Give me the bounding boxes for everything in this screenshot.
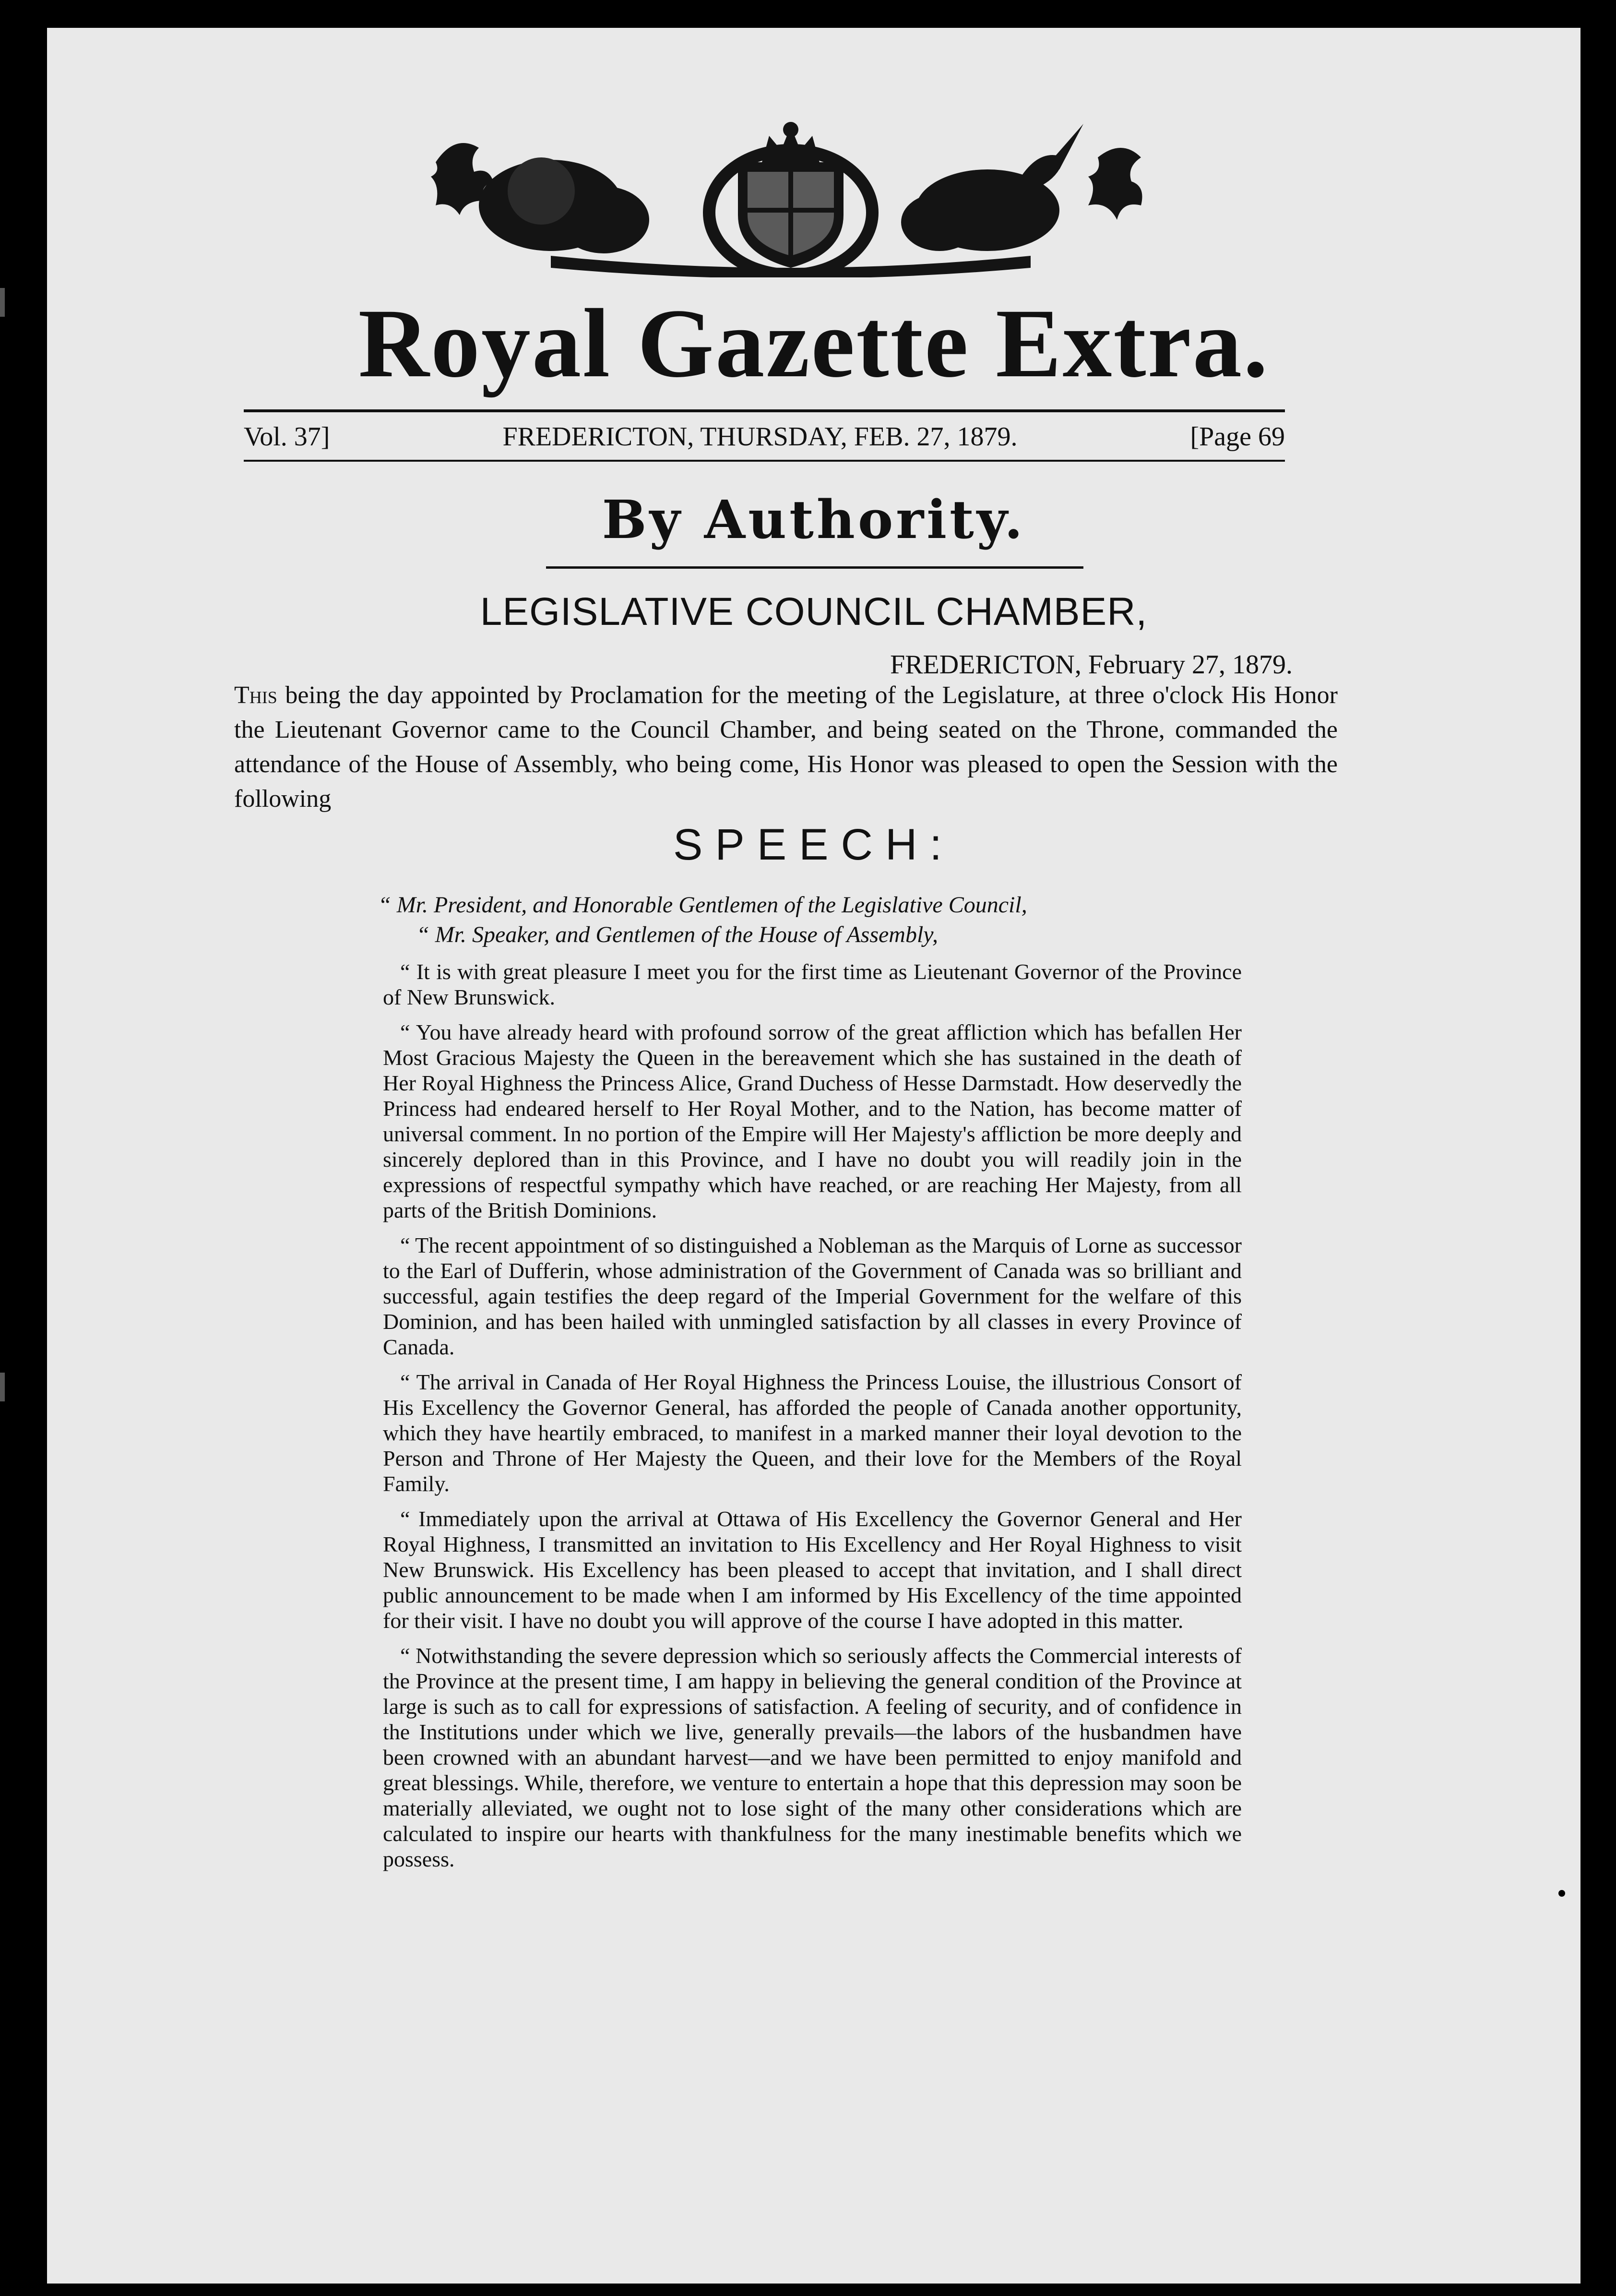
speech-paragraph: “ You have already heard with profound sorrow of the great affliction which has befallen Her Most Gracious Majesty the Queen in the bereavement which she has sustained in the death of Her Royal Highness the Princess Alice, Grand Duchess of Hesse Darmstadt. How deservedly the Princess had endeared herself to Her Royal Mother, and to the Nation, has become matter of universal comment. In no portion of the Empire will Her Majesty's affliction be more deeply and sincerely deplored than in this Province, and I have no doubt you will readily join in the expressions of respectful sympathy which have reached, or are reaching Her Majesty, from all parts of the British Dominions. <box>383 1020 1242 1222</box>
speech-body <box>383 959 1242 1881</box>
by-authority-heading: By Authority. <box>602 489 1026 550</box>
issue-place-date: FREDERICTON, THURSDAY, FEB. 27, 1879. <box>502 422 1018 452</box>
speech-paragraph: “ Notwithstanding the severe depression which so seriously affects the Commercial interests of the Province at the present time, I am happy in believing the general condition of the Province at large is such as to call for expressions of satisfaction. A feeling of security, and of confidence in the Institutions under which we live, generally prevails—the labors of the husbandmen have been crowned with an abundant harvest—and we have been permitted to enjoy manifold and great blessings. While, therefore, we venture to entertain a hope that this depression may soon be materially alleviated, we ought not to lose sight of the many other considerations which are calculated to inspire our hearts with thankfulness for the many inestimable benefits which we possess. <box>383 1643 1242 1871</box>
address-council: “ Mr. President, and Honorable Gentlemen of the Legislative Council, <box>378 892 1027 918</box>
speech-paragraph: “ Immediately upon the arrival at Ottawa of His Excellency the Governor General and Her Royal Highness, I transmitted an invitation to His Excellency and Her Royal Highness to visit New Brunswick. His Excellency has been pleased to accept that invitation, and I shall direct public announcement to be made when I am informed by His Excellency of the time appointed for their visit. I have no doubt you will approve of the course I have adopted in this matter. <box>383 1507 1242 1633</box>
scan-edge-mark <box>0 1373 5 1401</box>
council-place-date: FREDERICTON, February 27, 1879. <box>890 650 1293 680</box>
speech-paragraph: “ The arrival in Canada of Her Royal Highness the Princess Louise, the illustrious Consort of His Excellency the Governor General, has afforded the people of Canada another opportunity, which they have heartily embraced, to manifest in a marked manner their loyal devotion to the Person and Throne of Her Majesty the Queen, and their love for the Members of the Royal Family. <box>383 1370 1242 1496</box>
section-divider <box>546 566 1083 569</box>
scan-speck <box>1558 1890 1565 1897</box>
masthead-title: Royal Gazette Extra. <box>358 289 1270 398</box>
intro-paragraph <box>234 678 1338 816</box>
page-number: [Page 69 <box>1190 422 1285 452</box>
intro-text: being the day appointed by Proclamation for the meeting of the Legislature, at three o'clock His Honor the Lieutenant Governor came to the Council Chamber, and being seated on the Throne, commanded the attendance of the House of Assembly, who being come, His Honor was pleased to open the Session with the following <box>234 682 1338 813</box>
council-chamber-heading: LEGISLATIVE COUNCIL CHAMBER, <box>480 590 1148 634</box>
volume-number: Vol. 37] <box>244 422 330 452</box>
address-assembly: “ Mr. Speaker, and Gentlemen of the House of Assembly, <box>416 922 938 947</box>
masthead-rule-bottom <box>244 460 1285 462</box>
royal-coat-of-arms-icon <box>431 119 1151 277</box>
intro-lead-word: This <box>234 682 277 709</box>
speech-paragraph: “ The recent appointment of so distinguished a Nobleman as the Marquis of Lorne as successor to the Earl of Dufferin, whose administration of the Government of Canada was so brilliant and successful, again testifies the deep regard of the Imperial Government for the welfare of this Dominion, and has been hailed with unmingled satisfaction by all classes in every Province of Canada. <box>383 1233 1242 1359</box>
speech-paragraph: “ It is with great pleasure I meet you for the first time as Lieutenant Governor of the Province of New Brunswick. <box>383 959 1242 1009</box>
dateline <box>244 421 1285 452</box>
masthead-rule-top <box>244 409 1285 412</box>
gazette-page <box>47 28 1580 2284</box>
scan-edge-mark <box>0 288 5 317</box>
speech-heading: SPEECH: <box>673 820 954 869</box>
